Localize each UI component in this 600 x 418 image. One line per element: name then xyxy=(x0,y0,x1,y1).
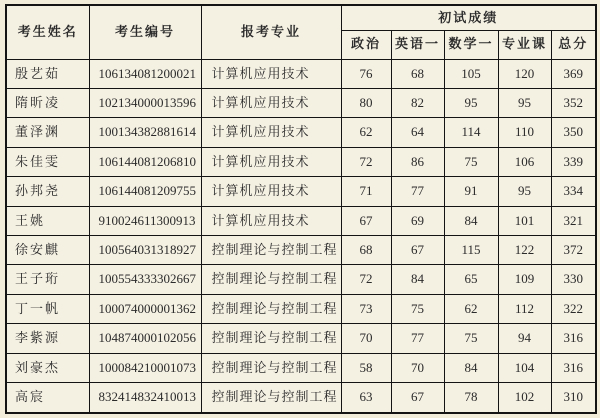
header-initial-exam-scores: 初试成绩 xyxy=(341,5,596,30)
candidate-id: 100074000001362 xyxy=(89,294,201,323)
header-math-one: 数学一 xyxy=(444,30,498,59)
table-row xyxy=(6,324,596,353)
major-course-score: 102 xyxy=(498,382,551,413)
politics-score: 58 xyxy=(341,353,391,382)
total-score: 330 xyxy=(551,265,596,294)
math-score: 75 xyxy=(444,324,498,353)
politics-score: 71 xyxy=(341,177,391,206)
major-course-score: 122 xyxy=(498,235,551,264)
candidate-name: 殷艺茹 xyxy=(6,59,89,88)
applied-major: 计算机应用技术 xyxy=(201,147,341,176)
candidate-name: 丁一帆 xyxy=(6,294,89,323)
table-body xyxy=(6,59,596,413)
candidate-name: 王姚 xyxy=(6,206,89,235)
total-score: 316 xyxy=(551,324,596,353)
candidate-id: 910024611300913 xyxy=(89,206,201,235)
applied-major: 控制理论与控制工程 xyxy=(201,382,341,413)
major-course-score: 94 xyxy=(498,324,551,353)
header-candidate-name: 考生姓名 xyxy=(6,5,89,59)
table-row xyxy=(6,59,596,88)
math-score: 115 xyxy=(444,235,498,264)
math-score: 95 xyxy=(444,88,498,117)
math-score: 62 xyxy=(444,294,498,323)
table-row xyxy=(6,118,596,147)
applied-major: 计算机应用技术 xyxy=(201,118,341,147)
candidate-name: 李紫源 xyxy=(6,324,89,353)
applied-major: 计算机应用技术 xyxy=(201,59,341,88)
applied-major: 计算机应用技术 xyxy=(201,88,341,117)
table-row xyxy=(6,206,596,235)
table-row xyxy=(6,265,596,294)
total-score: 369 xyxy=(551,59,596,88)
math-score: 114 xyxy=(444,118,498,147)
table-row xyxy=(6,147,596,176)
candidate-name: 徐安麒 xyxy=(6,235,89,264)
total-score: 352 xyxy=(551,88,596,117)
politics-score: 67 xyxy=(341,206,391,235)
english-score: 86 xyxy=(391,147,444,176)
major-course-score: 104 xyxy=(498,353,551,382)
table-header xyxy=(6,5,596,59)
candidate-id: 106144081206810 xyxy=(89,147,201,176)
english-score: 77 xyxy=(391,324,444,353)
math-score: 65 xyxy=(444,265,498,294)
major-course-score: 95 xyxy=(498,177,551,206)
politics-score: 76 xyxy=(341,59,391,88)
english-score: 75 xyxy=(391,294,444,323)
table-row xyxy=(6,294,596,323)
candidate-id: 106134081200021 xyxy=(89,59,201,88)
applied-major: 计算机应用技术 xyxy=(201,177,341,206)
applied-major: 控制理论与控制工程 xyxy=(201,235,341,264)
english-score: 64 xyxy=(391,118,444,147)
candidate-id: 832414832410013 xyxy=(89,382,201,413)
english-score: 67 xyxy=(391,235,444,264)
math-score: 84 xyxy=(444,206,498,235)
major-course-score: 109 xyxy=(498,265,551,294)
english-score: 82 xyxy=(391,88,444,117)
total-score: 316 xyxy=(551,353,596,382)
applied-major: 控制理论与控制工程 xyxy=(201,324,341,353)
candidate-id: 100134382881614 xyxy=(89,118,201,147)
math-score: 91 xyxy=(444,177,498,206)
total-score: 339 xyxy=(551,147,596,176)
total-score: 350 xyxy=(551,118,596,147)
politics-score: 72 xyxy=(341,265,391,294)
major-course-score: 112 xyxy=(498,294,551,323)
candidate-id: 106144081209755 xyxy=(89,177,201,206)
english-score: 68 xyxy=(391,59,444,88)
candidate-name: 董泽渊 xyxy=(6,118,89,147)
politics-score: 62 xyxy=(341,118,391,147)
candidate-id: 100564031318927 xyxy=(89,235,201,264)
table-row xyxy=(6,88,596,117)
candidate-name: 朱佳雯 xyxy=(6,147,89,176)
applied-major: 计算机应用技术 xyxy=(201,206,341,235)
exam-scores-table xyxy=(5,4,597,414)
politics-score: 68 xyxy=(341,235,391,264)
politics-score: 63 xyxy=(341,382,391,413)
header-politics: 政治 xyxy=(341,30,391,59)
applied-major: 控制理论与控制工程 xyxy=(201,265,341,294)
english-score: 84 xyxy=(391,265,444,294)
english-score: 77 xyxy=(391,177,444,206)
header-total-score: 总分 xyxy=(551,30,596,59)
candidate-id: 100084210001073 xyxy=(89,353,201,382)
candidate-id: 100554333302667 xyxy=(89,265,201,294)
major-course-score: 110 xyxy=(498,118,551,147)
politics-score: 80 xyxy=(341,88,391,117)
english-score: 67 xyxy=(391,382,444,413)
candidate-name: 高宸 xyxy=(6,382,89,413)
candidate-id: 104874000102056 xyxy=(89,324,201,353)
candidate-id: 102134000013596 xyxy=(89,88,201,117)
major-course-score: 106 xyxy=(498,147,551,176)
english-score: 70 xyxy=(391,353,444,382)
total-score: 334 xyxy=(551,177,596,206)
candidate-name: 刘豪杰 xyxy=(6,353,89,382)
total-score: 310 xyxy=(551,382,596,413)
major-course-score: 101 xyxy=(498,206,551,235)
major-course-score: 120 xyxy=(498,59,551,88)
major-course-score: 95 xyxy=(498,88,551,117)
total-score: 372 xyxy=(551,235,596,264)
header-applied-major: 报考专业 xyxy=(201,5,341,59)
applied-major: 控制理论与控制工程 xyxy=(201,294,341,323)
candidate-name: 王子珩 xyxy=(6,265,89,294)
total-score: 322 xyxy=(551,294,596,323)
table-row xyxy=(6,177,596,206)
header-english-one: 英语一 xyxy=(391,30,444,59)
applied-major: 控制理论与控制工程 xyxy=(201,353,341,382)
total-score: 321 xyxy=(551,206,596,235)
politics-score: 73 xyxy=(341,294,391,323)
english-score: 69 xyxy=(391,206,444,235)
politics-score: 70 xyxy=(341,324,391,353)
math-score: 78 xyxy=(444,382,498,413)
header-major-course: 专业课 xyxy=(498,30,551,59)
math-score: 75 xyxy=(444,147,498,176)
header-candidate-id: 考生编号 xyxy=(89,5,201,59)
politics-score: 72 xyxy=(341,147,391,176)
table-row xyxy=(6,382,596,413)
candidate-name: 孙邦尧 xyxy=(6,177,89,206)
table-row xyxy=(6,353,596,382)
math-score: 105 xyxy=(444,59,498,88)
table-row xyxy=(6,235,596,264)
candidate-name: 隋昕凌 xyxy=(6,88,89,117)
math-score: 84 xyxy=(444,353,498,382)
